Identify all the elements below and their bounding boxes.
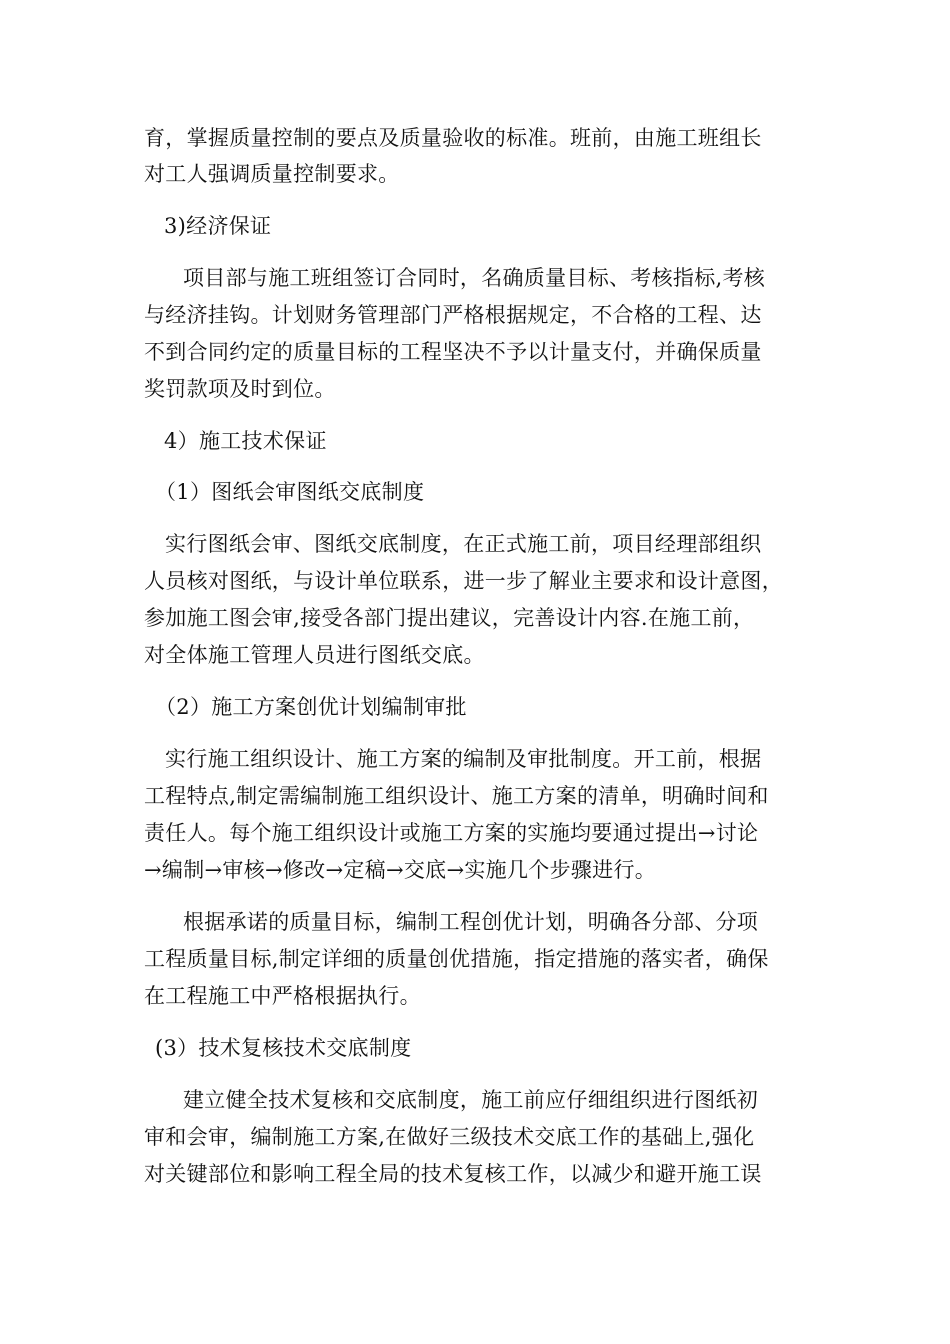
text-line: 审和会审，编制施工方案,在做好三级技术交底工作的基础上,强化 [144,1125,755,1149]
text-line: →编制→审核→修改→定稿→交底→实施几个步骤进行。 [144,858,657,882]
section-heading: 4）施工技术保证 [164,429,327,453]
text-line: 参加施工图会审,接受各部门提出建议，完善设计内容.在施工前， [144,606,755,630]
text-line: 不到合同约定的质量目标的工程坚决不予以计量支付，并确保质量 [144,340,762,364]
subsection-heading: (3）技术复核技术交底制度 [155,1036,412,1060]
text-line: 实行施工组织设计、施工方案的编制及审批制度。开工前，根据 [165,747,762,771]
subsection-heading: （2）施工方案创优计划编制审批 [155,695,467,719]
text-line: 工程特点,制定需编制施工组织设计、施工方案的清单，明确时间和 [144,784,769,808]
text-line: 责任人。每个施工组织设计或施工方案的实施均要通过提出→讨论 [144,821,759,845]
text-line: 与经济挂钩。计划财务管理部门严格根据规定，不合格的工程、达 [144,303,762,327]
text-line: 对全体施工管理人员进行图纸交底。 [144,643,485,667]
text-line: 对关键部位和影响工程全局的技术复核工作，以减少和避开施工误 [144,1162,762,1186]
text-line: 奖罚款项及时到位。 [144,377,336,401]
text-line: 工程质量目标,制定详细的质量创优措施，指定措施的落实者，确保 [144,947,769,971]
subsection-heading: （1）图纸会审图纸交底制度 [155,480,425,504]
text-line: 在工程施工中严格根据执行。 [144,984,421,1008]
text-line: 育，掌握质量控制的要点及质量验收的标准。班前，由施工班组长 [144,126,762,150]
text-line: 项目部与施工班组签订合同时，名确质量目标、考核指标,考核 [183,266,766,290]
text-line: 人员核对图纸，与设计单位联系，进一步了解业主要求和设计意图， [144,569,783,593]
text-line: 根据承诺的质量目标，编制工程创优计划，明确各分部、分项 [183,910,759,934]
text-line: 建立健全技术复核和交底制度，施工前应仔细组织进行图纸初 [183,1088,759,1112]
text-line: 实行图纸会审、图纸交底制度，在正式施工前，项目经理部组织 [165,532,762,556]
section-heading: 3)经济保证 [164,214,272,238]
text-line: 对工人强调质量控制要求。 [144,162,400,186]
